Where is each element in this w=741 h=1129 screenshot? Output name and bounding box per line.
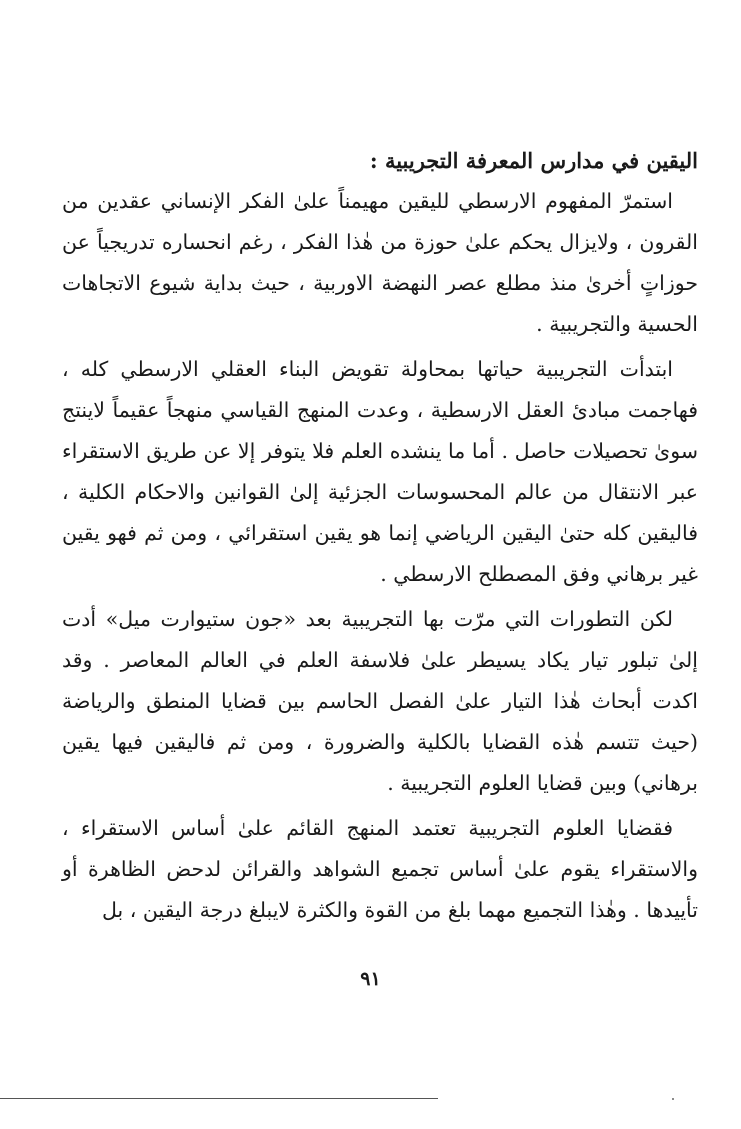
section-heading: اليقين في مدارس المعرفة التجريبية : xyxy=(369,148,698,173)
scan-edge-line xyxy=(0,1098,438,1099)
scan-speck xyxy=(672,1098,674,1100)
body-text xyxy=(62,140,698,935)
paragraph-4: فقضايا العلوم التجريبية تعتمد المنهج القائم علىٰ أساس الاستقراء ، والاستقراء يقوم علىٰ أساس تجميع الشواهد والقرائن لدحض الظاهرة أو تأييدها . وهٰذا التجميع مهما بلغ من القوة والكثرة لايبلغ درجة اليقين ، بل xyxy=(62,816,698,922)
paragraph-1: استمرّ المفهوم الارسطي لليقين مهيمناً علىٰ الفكر الإنساني عقدين من القرون ، ولايزال يحكم علىٰ حوزة من هٰذا الفكر ، رغم انحساره تدريجياً عن حوزاتٍ أخرىٰ منذ مطلع عصر النهضة الاوربية ، حيث بداية شيوع الاتجاهات الحسية والتجريبية . xyxy=(62,189,698,336)
paragraph-2: ابتدأت التجريبية حياتها بمحاولة تقويض البناء العقلي الارسطي كله ، فهاجمت مبادئ العقل الارسطية ، وعدت المنهج القياسي منهجاً عقيماً لاينتج سوىٰ تحصيلات حاصل . أما ما ينشده العلم فلا يتوفر إلا عن طريق الاستقراء عبر الانتقال من عالم المحسوسات الجزئية إلىٰ القوانين والاحكام الكلية ، فاليقين كله حتىٰ اليقين الرياضي إنما هو يقين استقرائي ، ومن ثم فهو يقين غير برهاني وفق المصطلح الارسطي . xyxy=(62,357,698,586)
page-number: ٩١ xyxy=(360,968,381,990)
paragraph-3: لكن التطورات التي مرّت بها التجريبية بعد «جون ستيوارت ميل» أدت إلىٰ تبلور تيار يكاد يسيطر علىٰ فلاسفة العلم في العالم المعاصر . وقد اكدت أبحاث هٰذا التيار علىٰ الفصل الحاسم بين قضايا المنطق والرياضة (حيث تتسم هٰذه القضايا بالكلية والضرورة ، ومن ثم فاليقين فيها يقين برهاني) وبين قضايا العلوم التجريبية . xyxy=(62,607,698,795)
